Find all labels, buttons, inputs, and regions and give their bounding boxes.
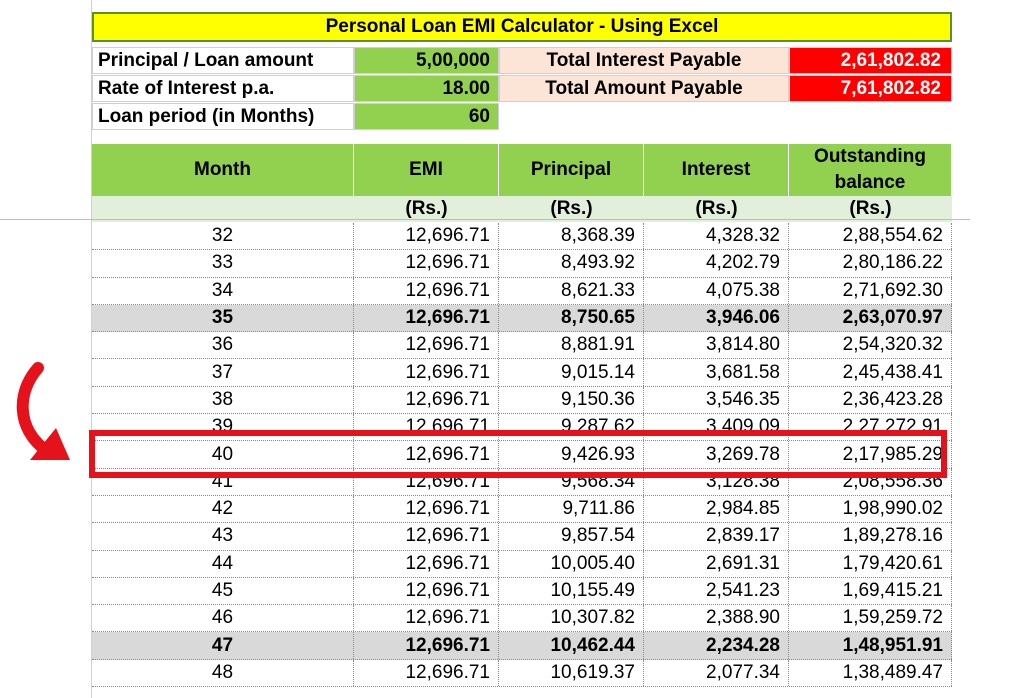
divider-line: [0, 219, 970, 220]
balance-cell[interactable]: 1,38,489.47: [789, 660, 952, 686]
emi-cell[interactable]: 12,696.71: [354, 332, 499, 358]
interest-cell[interactable]: 2,388.90: [644, 605, 789, 631]
principal-cell[interactable]: 8,750.65: [499, 305, 644, 331]
month-cell[interactable]: 41: [92, 469, 354, 495]
principal-cell[interactable]: 10,619.37: [499, 660, 644, 686]
principal-cell[interactable]: 9,426.93: [499, 441, 644, 467]
rate-input[interactable]: 18.00: [354, 75, 499, 102]
interest-cell[interactable]: 3,946.06: [644, 305, 789, 331]
interest-cell[interactable]: 3,269.78: [644, 441, 789, 467]
balance-cell[interactable]: 2,45,438.41: [789, 359, 952, 385]
balance-cell[interactable]: 2,71,692.30: [789, 278, 952, 304]
principal-cell[interactable]: 9,857.54: [499, 523, 644, 549]
emi-cell[interactable]: 12,696.71: [354, 605, 499, 631]
principal-cell[interactable]: 10,005.40: [499, 551, 644, 577]
emi-cell[interactable]: 12,696.71: [354, 223, 499, 249]
header-outstanding-balance: Outstanding balance: [789, 144, 952, 196]
emi-cell[interactable]: 12,696.71: [354, 359, 499, 385]
balance-cell[interactable]: 2,54,320.32: [789, 332, 952, 358]
principal-input[interactable]: 5,00,000: [354, 47, 499, 74]
principal-cell[interactable]: 8,493.92: [499, 250, 644, 276]
balance-cell[interactable]: 1,59,259.72: [789, 605, 952, 631]
interest-cell[interactable]: 2,541.23: [644, 578, 789, 604]
emi-cell[interactable]: 12,696.71: [354, 523, 499, 549]
balance-cell[interactable]: 2,36,423.28: [789, 387, 952, 413]
interest-cell[interactable]: 2,984.85: [644, 496, 789, 522]
interest-cell[interactable]: 2,839.17: [644, 523, 789, 549]
interest-cell[interactable]: 2,077.34: [644, 660, 789, 686]
table-row: [92, 223, 952, 250]
balance-cell[interactable]: 1,48,951.91: [789, 632, 952, 658]
table-row: [92, 305, 952, 332]
unit-interest: (Rs.): [695, 198, 738, 219]
table-row: [92, 250, 952, 277]
interest-cell[interactable]: 3,546.35: [644, 387, 789, 413]
header-emi: EMI: [354, 144, 499, 196]
emi-cell[interactable]: 12,696.71: [354, 469, 499, 495]
principal-cell[interactable]: 8,621.33: [499, 278, 644, 304]
balance-cell[interactable]: 2,88,554.62: [789, 223, 952, 249]
emi-cell[interactable]: 12,696.71: [354, 387, 499, 413]
month-cell[interactable]: 34: [92, 278, 354, 304]
principal-cell[interactable]: 9,287.62: [499, 414, 644, 440]
total-interest-value: 2,61,802.82: [789, 47, 952, 74]
emi-cell[interactable]: 12,696.71: [354, 496, 499, 522]
month-cell[interactable]: 42: [92, 496, 354, 522]
interest-cell[interactable]: 3,128.38: [644, 469, 789, 495]
month-cell[interactable]: 35: [92, 305, 354, 331]
month-cell[interactable]: 32: [92, 223, 354, 249]
table-row: [92, 523, 952, 550]
balance-cell[interactable]: 2,63,070.97: [789, 305, 952, 331]
balance-cell[interactable]: 1,69,415.21: [789, 578, 952, 604]
total-amount-value: 7,61,802.82: [789, 75, 952, 102]
summary-row-period: [92, 103, 952, 130]
table-row: [92, 660, 952, 687]
month-cell[interactable]: 47: [92, 632, 354, 658]
table-row: [92, 359, 952, 386]
table-row: [92, 387, 952, 414]
header-month: Month: [92, 144, 354, 196]
table-row: [92, 551, 952, 578]
period-label: Loan period (in Months): [92, 103, 354, 130]
table-row: [92, 578, 952, 605]
principal-cell[interactable]: 10,155.49: [499, 578, 644, 604]
table-row: [92, 332, 952, 359]
curved-arrow-icon: [4, 360, 84, 470]
balance-cell[interactable]: 2,80,186.22: [789, 250, 952, 276]
emi-cell[interactable]: 12,696.71: [354, 660, 499, 686]
balance-cell[interactable]: 1,89,278.16: [789, 523, 952, 549]
month-cell[interactable]: 43: [92, 523, 354, 549]
emi-cell[interactable]: 12,696.71: [354, 414, 499, 440]
emi-cell[interactable]: 12,696.71: [354, 578, 499, 604]
summary-row-rate: [92, 75, 952, 102]
row-highlight-annotation: [89, 430, 947, 478]
balance-cell[interactable]: 2,27,272.91: [789, 414, 952, 440]
emi-cell[interactable]: 12,696.71: [354, 632, 499, 658]
interest-cell[interactable]: 2,691.31: [644, 551, 789, 577]
principal-cell[interactable]: 9,150.36: [499, 387, 644, 413]
month-cell[interactable]: 40: [92, 441, 354, 467]
unit-principal: (Rs.): [550, 198, 593, 219]
month-cell[interactable]: 48: [92, 660, 354, 686]
emi-cell[interactable]: 12,696.71: [354, 441, 499, 467]
table-row: [92, 496, 952, 523]
principal-cell[interactable]: 9,711.86: [499, 496, 644, 522]
interest-cell[interactable]: 4,075.38: [644, 278, 789, 304]
principal-cell[interactable]: 10,462.44: [499, 632, 644, 658]
principal-cell[interactable]: 9,568.34: [499, 469, 644, 495]
total-interest-label: Total Interest Payable: [499, 47, 789, 74]
total-amount-label: Total Amount Payable: [499, 75, 789, 102]
unit-emi: (Rs.): [405, 198, 448, 219]
period-input[interactable]: 60: [354, 103, 499, 130]
header-principal: Principal: [499, 144, 644, 196]
principal-cell[interactable]: 9,015.14: [499, 359, 644, 385]
emi-cell[interactable]: 12,696.71: [354, 551, 499, 577]
month-cell[interactable]: 38: [92, 387, 354, 413]
table-row: [92, 632, 952, 659]
month-cell[interactable]: 46: [92, 605, 354, 631]
month-cell[interactable]: 45: [92, 578, 354, 604]
header-interest: Interest: [644, 144, 789, 196]
interest-cell[interactable]: 3,409.09: [644, 414, 789, 440]
interest-cell[interactable]: 4,202.79: [644, 250, 789, 276]
table-header: [92, 144, 952, 196]
interest-cell[interactable]: 3,681.58: [644, 359, 789, 385]
rate-label: Rate of Interest p.a.: [92, 75, 354, 102]
month-cell[interactable]: 36: [92, 332, 354, 358]
balance-cell[interactable]: 1,98,990.02: [789, 496, 952, 522]
unit-balance: (Rs.): [849, 198, 892, 219]
month-cell[interactable]: 39: [92, 414, 354, 440]
balance-cell[interactable]: 2,17,985.29: [789, 441, 952, 467]
interest-cell[interactable]: 4,328.32: [644, 223, 789, 249]
principal-cell[interactable]: 8,368.39: [499, 223, 644, 249]
balance-cell[interactable]: 2,08,558.36: [789, 469, 952, 495]
principal-cell[interactable]: 10,307.82: [499, 605, 644, 631]
emi-cell[interactable]: 12,696.71: [354, 305, 499, 331]
summary-row-principal: [92, 47, 952, 74]
month-cell[interactable]: 33: [92, 250, 354, 276]
sheet-title: Personal Loan EMI Calculator - Using Excel: [92, 12, 952, 42]
interest-cell[interactable]: 2,234.28: [644, 632, 789, 658]
emi-cell[interactable]: 12,696.71: [354, 278, 499, 304]
month-cell[interactable]: 37: [92, 359, 354, 385]
table-row: [92, 605, 952, 632]
emi-cell[interactable]: 12,696.71: [354, 250, 499, 276]
interest-cell[interactable]: 3,814.80: [644, 332, 789, 358]
balance-cell[interactable]: 1,79,420.61: [789, 551, 952, 577]
month-cell[interactable]: 44: [92, 551, 354, 577]
principal-label: Principal / Loan amount: [92, 47, 354, 74]
table-row: [92, 278, 952, 305]
principal-cell[interactable]: 8,881.91: [499, 332, 644, 358]
